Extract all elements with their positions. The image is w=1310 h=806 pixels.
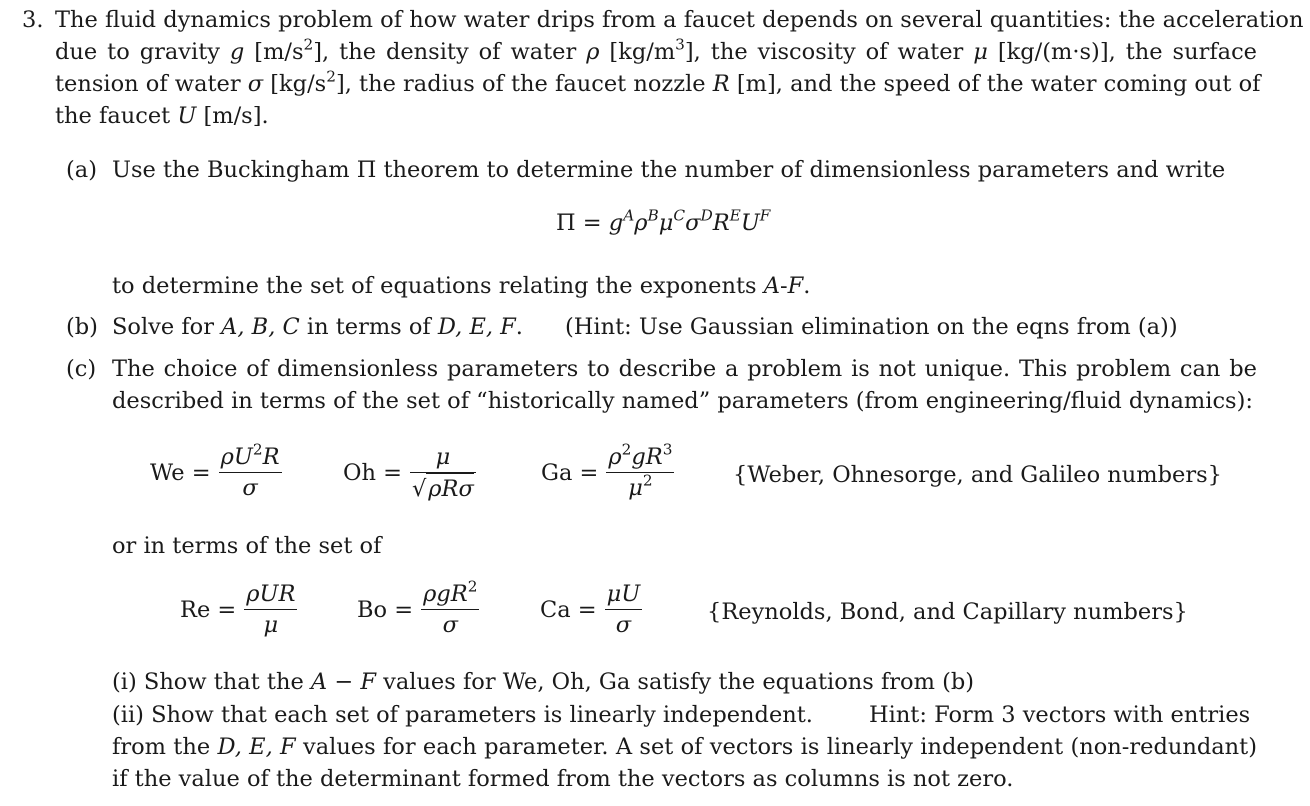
sub-part-ii-hint: Hint: Form 3 vectors with entries [869,702,1251,728]
sub-part-ii-line-4: if the value of the determinant formed from the vectors as columns is not zero. [112,766,1014,792]
part-a-follow: to determine the set of equations relating the exponents A-F. [112,273,811,299]
bond-formula: Bo = $\frac{\rho gR^2}{\sigma}$ [357,577,478,638]
galileo-name: Ga [541,459,573,486]
part-a-label: (a) [66,157,97,183]
part-c-line-2: described in terms of the set of “historically named” parameters (from engineering/fluid dynamics): [112,388,1253,414]
ohnesorge-formula: Oh = $\frac{\mu}{\text{√ρRσ}}$ [343,444,474,502]
part-b-label: (b) [66,314,98,340]
weber-name: We [150,459,185,486]
ohnesorge-name: Oh [343,460,376,486]
sub-part-ii-line-1: (ii) Show that each set of parameters is linearly independent. [112,702,813,728]
capillary-formula: Ca = $\frac{\mu U}{\sigma}$ [540,581,641,638]
or-text: or in terms of the set of [112,533,382,559]
set1-note: {Weber, Ohnesorge, and Galileo numbers} [733,462,1222,488]
intro-line-3: tension of water σ $[kg/s^2]$, the radius of the faucet nozzle R [m], and the speed of the water coming out of [55,67,1261,97]
bond-name: Bo [357,596,388,623]
intro-line-2: due to gravity g $[m/s^2]$, the density of water ρ $[kg/m^3]$, the viscosity of water μ [kg/(m·s)], the surface [55,35,1257,65]
intro-line-1: The fluid dynamics problem of how water drips from a faucet depends on several quantities: the acceleration [55,7,1304,33]
part-c-label: (c) [66,356,97,382]
problem-number: 3. [22,7,44,33]
capillary-name: Ca [540,596,571,623]
part-a-text: Use the Buckingham Π theorem to determine the number of dimensionless parameters and write [112,157,1226,183]
sub-part-i: (i) Show that the A − F values for We, Oh, Ga satisfy the equations from (b) [112,669,975,695]
part-b-hint: (Hint: Use Gaussian elimination on the eqns from (a)) [565,314,1178,340]
sub-part-ii-line-3: from the D, E, F values for each parameter. A set of vectors is linearly independent (non-redundant) [112,734,1257,760]
pi-equation: $\Pi = g^A\rho^B\mu^C\sigma^DR^EU^F$ [556,206,771,236]
reynolds-formula: Re = $\frac{\text{ρUR}}{\mu}$ [180,581,296,638]
intro-line-4: the faucet U [m/s]. [55,103,269,129]
part-c-line-1: The choice of dimensionless parameters to describe a problem is not unique. This problem can be [112,356,1257,382]
weber-formula: We = $\frac{\rho U^2R}{\sigma}$ [150,440,280,501]
galileo-formula: Ga = $\frac{\rho^2gR^3}{\mu^2}$ [541,440,673,501]
set2-note: {Reynolds, Bond, and Capillary numbers} [707,599,1188,625]
reynolds-name: Re [180,596,211,623]
part-b-text: Solve for A, B, C in terms of D, E, F. [112,314,523,340]
